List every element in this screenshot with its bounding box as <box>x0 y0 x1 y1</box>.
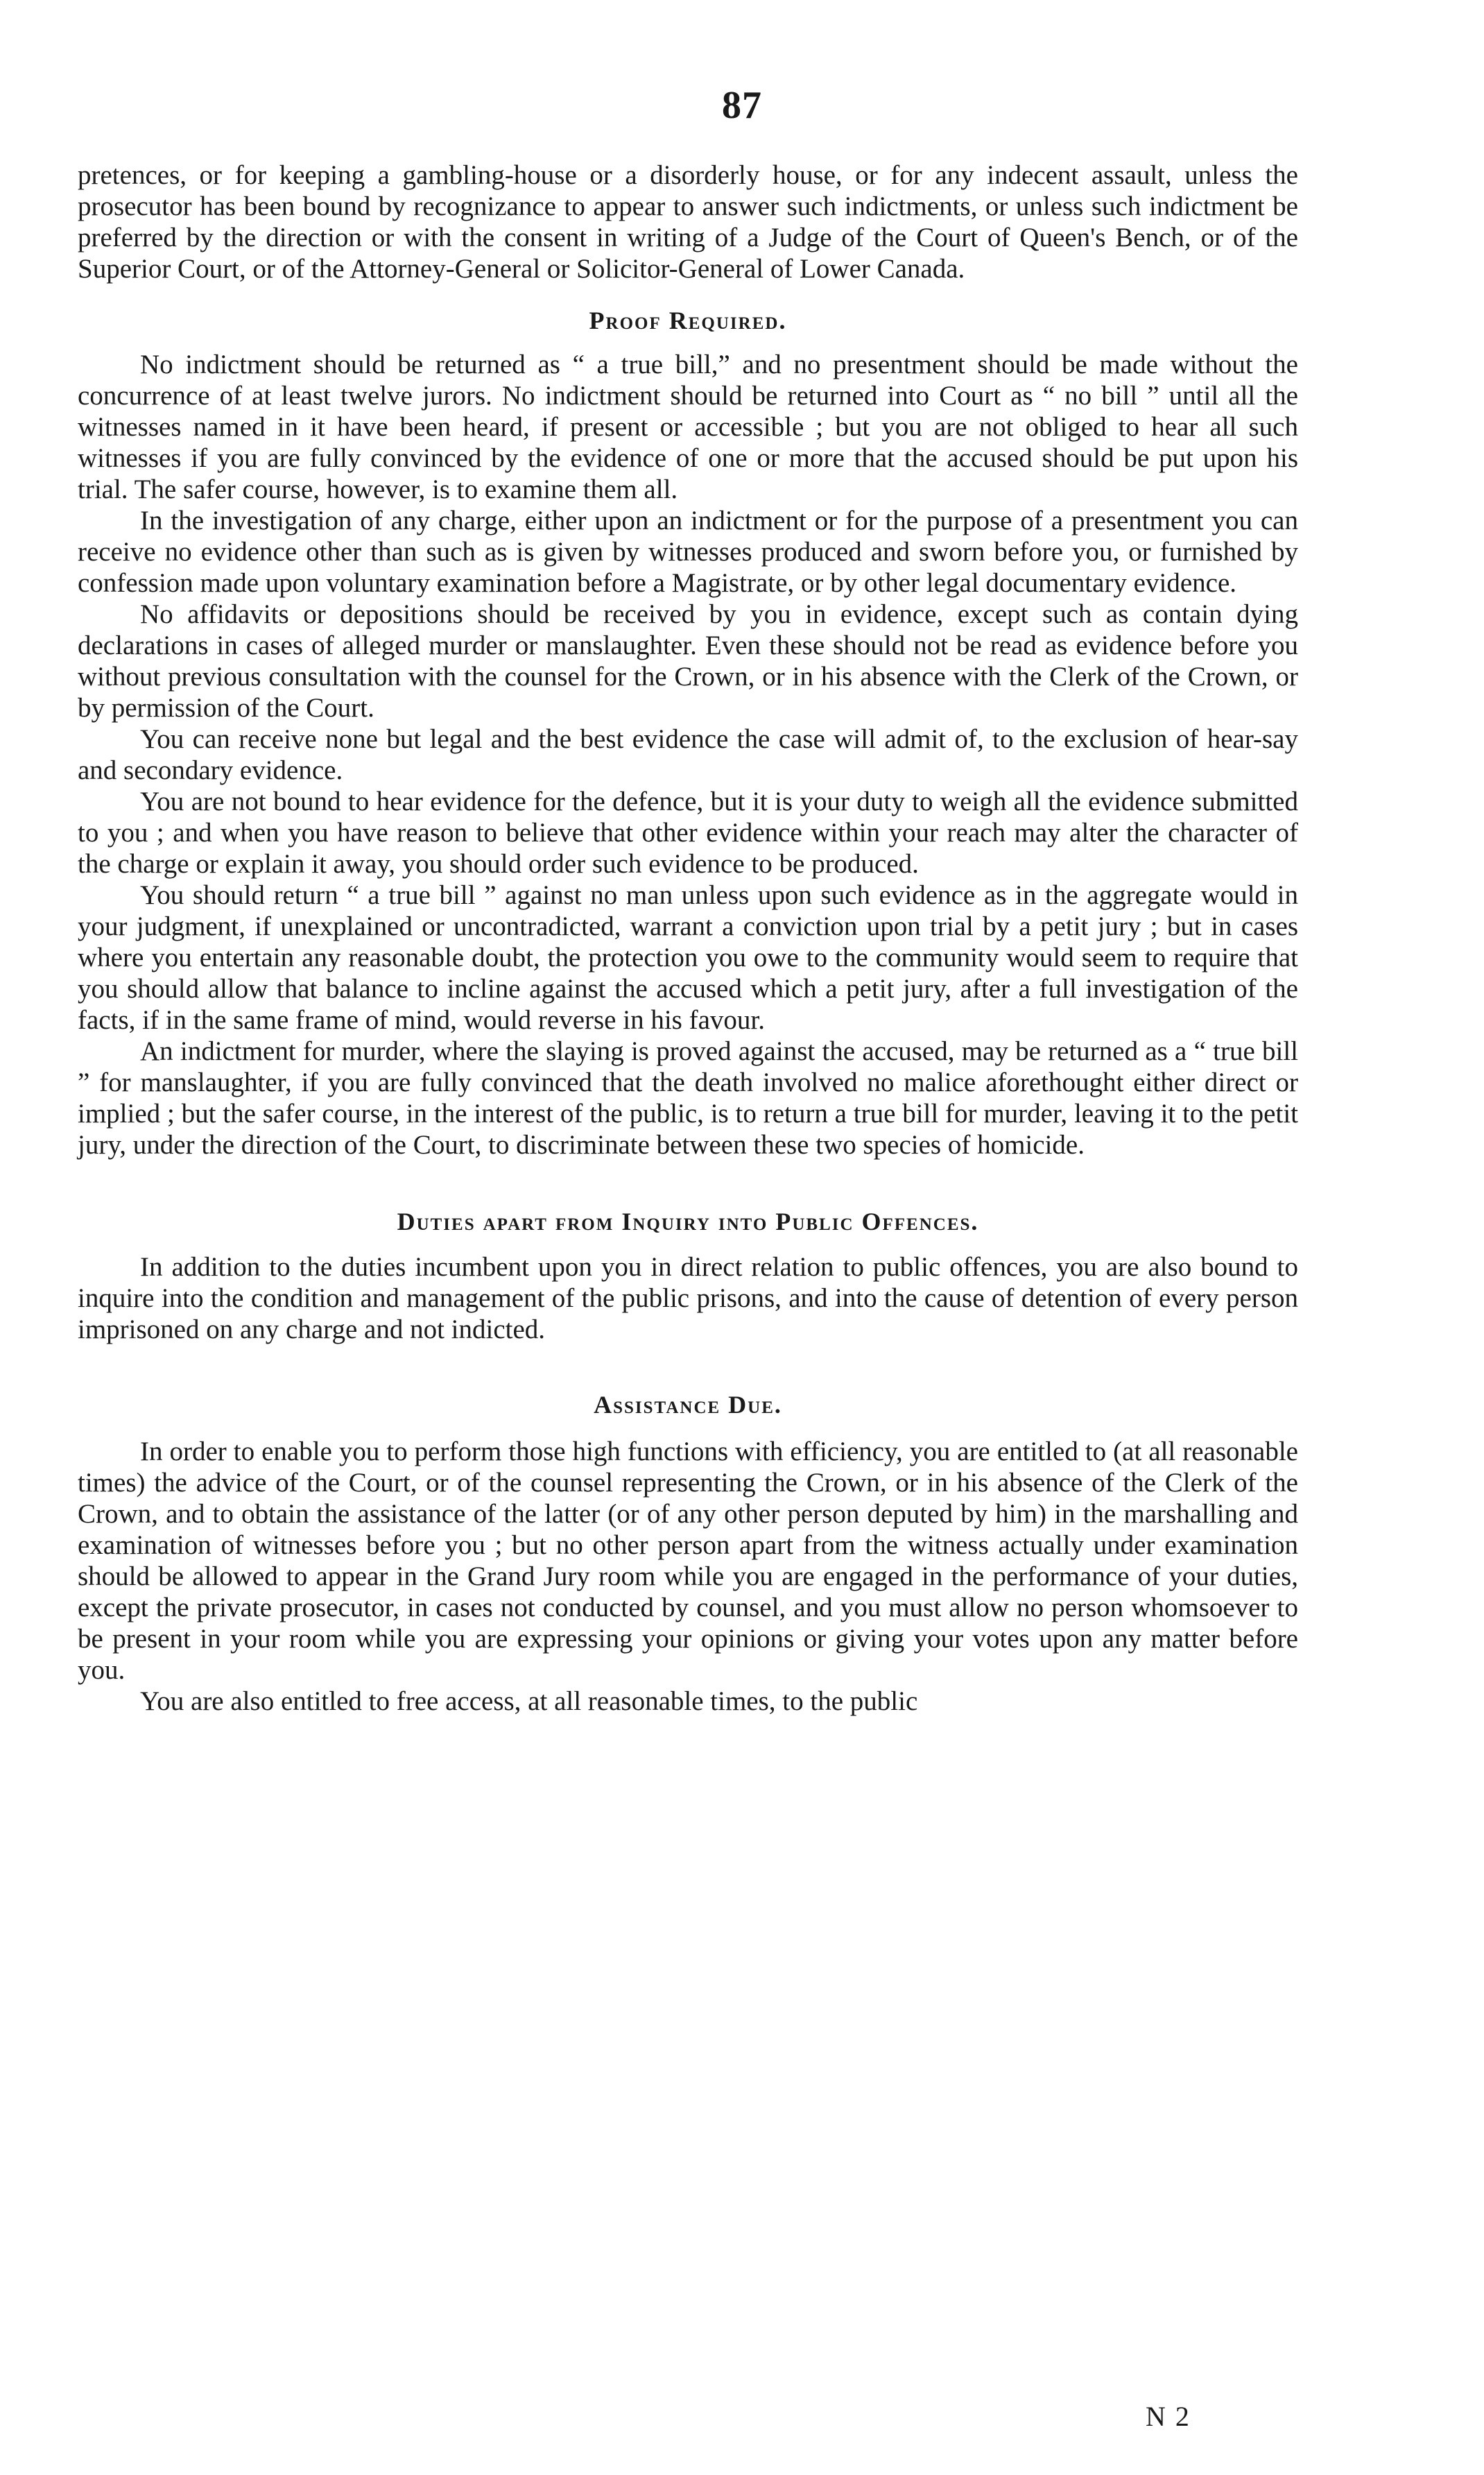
paragraph: You should return “ a true bill ” against no man unless upon such evidence as in the aggregate would in your judgment, if unexplained or uncontradicted, warrant a conviction upon trial by a petit jury ; but in cases where you entertain any reasonable doubt, the protection you owe to the community would seem to require that you should allow that balance to incline against the accused which a petit jury, after a full investigation of the facts, if in the same frame of mind, would reverse in his favour. <box>78 880 1298 1035</box>
paragraph: In order to enable you to perform those high functions with efficiency, you are entitled to (at all reasonable times) the advice of the Court, or of the counsel representing the Crown, or in his absence of the Clerk of the Crown, and to obtain the assistance of the latter (or of any other person deputed by him) in the marshalling and examination of witnesses before you ; but no other person apart from the witness actually under examination should be allowed to appear in the Grand Jury room while you are engaged in the performance of your duties, except the private prosecutor, in cases not conducted by counsel, and you must allow no person whomsoever to be present in your room while you are expressing your opinions or giving your votes upon any matter before you. <box>78 1437 1298 1685</box>
paragraph: In the investigation of any charge, either upon an indictment or for the purpose of a presentment you can receive no evidence other than such as is given by witnesses produced and sworn before you, or furnished by confession made upon voluntary examination before a Magistrate, or by other legal documentary evidence. <box>78 506 1298 598</box>
section-heading-assistance-due: Assistance Due. <box>594 1391 782 1419</box>
paragraph: In addition to the duties incumbent upon you in direct relation to public offences, you are also bound to inquire into the condition and management of the public prisons, and into the cause of detention of every person imprisoned on any charge and not indicted. <box>78 1252 1298 1344</box>
paragraph: You are also entitled to free access, at all reasonable times, to the public <box>140 1686 918 1716</box>
paragraph: No indictment should be returned as “ a true bill,” and no presentment should be made without the concurrence of at least twelve jurors. No indictment should be returned into Court as “ no bill ” until all the witnesses named in it have been heard, if present or accessible ; but you are not obliged to hear all such witnesses if you are fully convinced by the evidence of one or more that the accused should be put upon his trial. The safer course, however, is to examine them all. <box>78 350 1298 504</box>
signature-mark: N 2 <box>1146 2401 1191 2432</box>
paragraph: You can receive none but legal and the best evidence the case will admit of, to the exclusion of hear-say and secondary evidence. <box>78 724 1298 785</box>
page-number: 87 <box>722 84 762 127</box>
section-heading-proof-required: Proof Required. <box>589 307 787 334</box>
intro-paragraph: pretences, or for keeping a gambling-house or a disorderly house, or for any indecent assault, unless the prosecutor has been bound by recognizance to appear to answer such indictments, or unless such indictment be preferred by the direction or with the consent in writing of a Judge of the Court of Queen's Bench, or of the Superior Court, or of the Attorney-General or Solicitor-General of Lower Canada. <box>78 160 1298 284</box>
paragraph: An indictment for murder, where the slaying is proved against the accused, may be returned as a “ true bill ” for manslaughter, if you are fully convinced that the death involved no malice aforethought either direct or implied ; but the safer course, in the interest of the public, is to return a true bill for murder, leaving it to the petit jury, under the direction of the Court, to discriminate between these two species of homicide. <box>78 1036 1298 1160</box>
paragraph: You are not bound to hear evidence for the defence, but it is your duty to weigh all the evidence submitted to you ; and when you have reason to believe that other evidence within your reach may alter the character of the charge or explain it away, you should order such evidence to be produced. <box>78 787 1298 879</box>
page-body <box>78 160 1298 1717</box>
section-heading-duties: Duties apart from Inquiry into Public Offences. <box>397 1208 979 1235</box>
paragraph: No affidavits or depositions should be received by you in evidence, except such as contain dying declarations in cases of alleged murder or manslaughter. Even these should not be read as evidence before you without previous consultation with the counsel for the Crown, or in his absence with the Clerk of the Crown, or by permission of the Court. <box>78 599 1298 723</box>
